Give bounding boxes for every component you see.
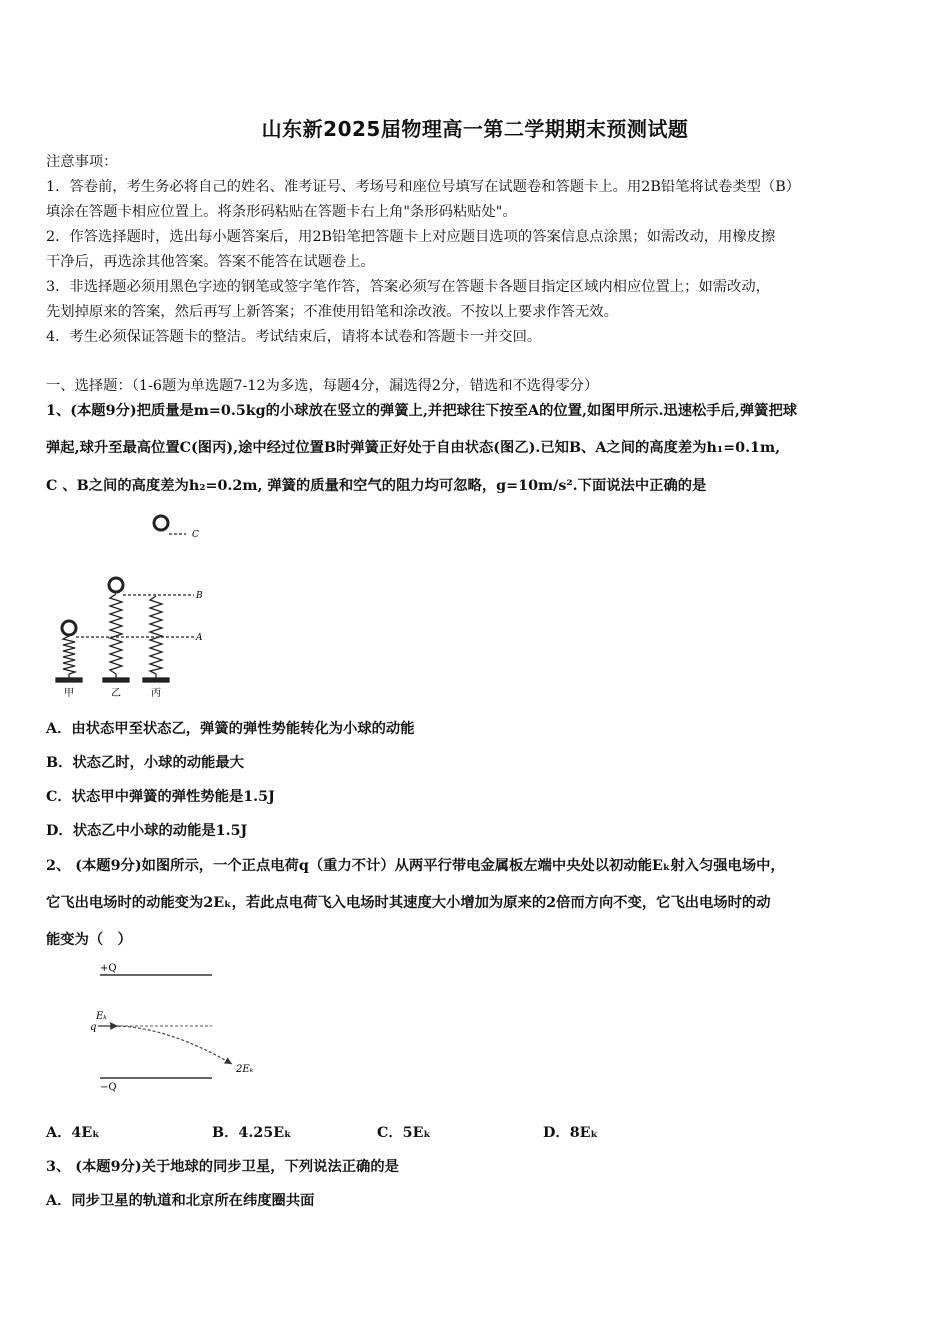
q1-line-1: 1、(本题9分)把质量是m=0.5kg的小球放在竖立的弹簧上,并把球往下按至A的位置,如图甲所示.迅速松手后,弹簧把球 [46, 403, 798, 419]
label-bing: 丙 [151, 688, 161, 699]
ball-a-icon [62, 621, 76, 635]
q1-option-c[interactable]: C．状态甲中弹簧的弹性势能是1.5J [46, 789, 275, 805]
q2-option-a[interactable]: A．4Eₖ [46, 1125, 100, 1141]
label-a: A [196, 633, 203, 643]
notice-line-4: 4．考生必须保证答题卡的整洁。考试结束后，请将本试卷和答题卡一并交回。 [46, 329, 542, 345]
page-title: 山东新2025届物理高一第二学期期末预测试题 [261, 117, 689, 141]
q2-option-d[interactable]: D．8Eₖ [543, 1125, 599, 1141]
q2-line-1: 2、 (本题9分)如图所示，一个正点电荷q（重力不计）从两平行带电金属板左端中央处以初动能Eₖ射入匀强电场中， [46, 858, 785, 874]
label-minus-q: −Q [100, 1082, 117, 1093]
q1-line-2: 弹起,球升至最高位置C(图丙),途中经过位置B时弹簧正好处于自由状态(图乙).已知B、A之间的高度差为h₁=0.1m, [46, 440, 781, 456]
capacitor-figure [60, 956, 270, 1096]
notice-line-1b: 填涂在答题卡相应位置上。将条形码粘贴在答题卡右上角"条形码粘贴处"。 [46, 204, 517, 220]
label-jia: 甲 [64, 688, 74, 699]
notice-heading: 注意事项： [46, 154, 118, 170]
spring-yi [110, 594, 122, 674]
ball-c-icon [154, 516, 168, 530]
label-c: C [192, 530, 199, 540]
notice-line-2a: 2．作答选择题时，选出每小题答案后，用2B铅笔把答题卡上对应题目选项的答案信息点涂黑；如需改动，用橡皮擦 [46, 229, 776, 245]
q1-option-d[interactable]: D．状态乙中小球的动能是1.5J [46, 823, 248, 839]
q1-option-b[interactable]: B．状态乙时，小球的动能最大 [46, 755, 244, 771]
notice-line-3b: 先划掉原来的答案，然后再写上新答案；不准使用铅笔和涂改液。不按以上要求作答无效。 [46, 304, 618, 320]
notice-line-1a: 1．答卷前，考生务必将自己的姓名、准考证号、考场号和座位号填写在试题卷和答题卡上。用2B铅笔将试卷类型（B） [46, 179, 801, 195]
label-ek: Eₖ [96, 1011, 107, 1022]
q1-line-3: C 、B之间的高度差为h₂=0.2m, 弹簧的质量和空气的阻力均可忽略，g=10m/s².下面说法中正确的是 [46, 478, 707, 494]
q3-option-a[interactable]: A．同步卫星的轨道和北京所在纬度圈共面 [46, 1193, 315, 1209]
notice-line-3a: 3．非选择题必须用黑色字迹的钢笔或签字笔作答，答案必须写在答题卡各题目指定区域内相应位置上；如需改动， [46, 279, 770, 295]
label-b: B [196, 591, 203, 601]
section-heading: 一、选择题：（1-6题为单选题7-12为多选，每题4分，漏选得2分，错选和不选得零分） [46, 378, 599, 394]
trajectory-path [118, 1026, 232, 1064]
label-yi: 乙 [111, 688, 121, 699]
label-plus-q: +Q [100, 963, 117, 974]
spring-bing [150, 596, 162, 674]
notice-line-2b: 干净后，再选涂其他答案。答案不能答在试题卷上。 [46, 254, 375, 270]
label-q: q [90, 1022, 97, 1033]
spring-figure [46, 510, 226, 702]
q2-line-2: 它飞出电场时的动能变为2Eₖ，若此点电荷飞入电场时其速度大小增加为原来的2倍而方向不变，它飞出电场时的动 [46, 895, 771, 911]
ball-b-icon [109, 578, 123, 592]
q2-line-3: 能变为（ ） [46, 932, 132, 948]
q2-option-c[interactable]: C．5Eₖ [377, 1125, 432, 1141]
q3-line-1: 3、 (本题9分)关于地球的同步卫星，下列说法正确的是 [46, 1159, 399, 1175]
q2-option-b[interactable]: B．4.25Eₖ [212, 1125, 292, 1141]
q1-option-a[interactable]: A．由状态甲至状态乙，弹簧的弹性势能转化为小球的动能 [46, 721, 415, 737]
label-2ek: 2Eₖ [236, 1064, 254, 1075]
spring-jia [63, 636, 75, 674]
